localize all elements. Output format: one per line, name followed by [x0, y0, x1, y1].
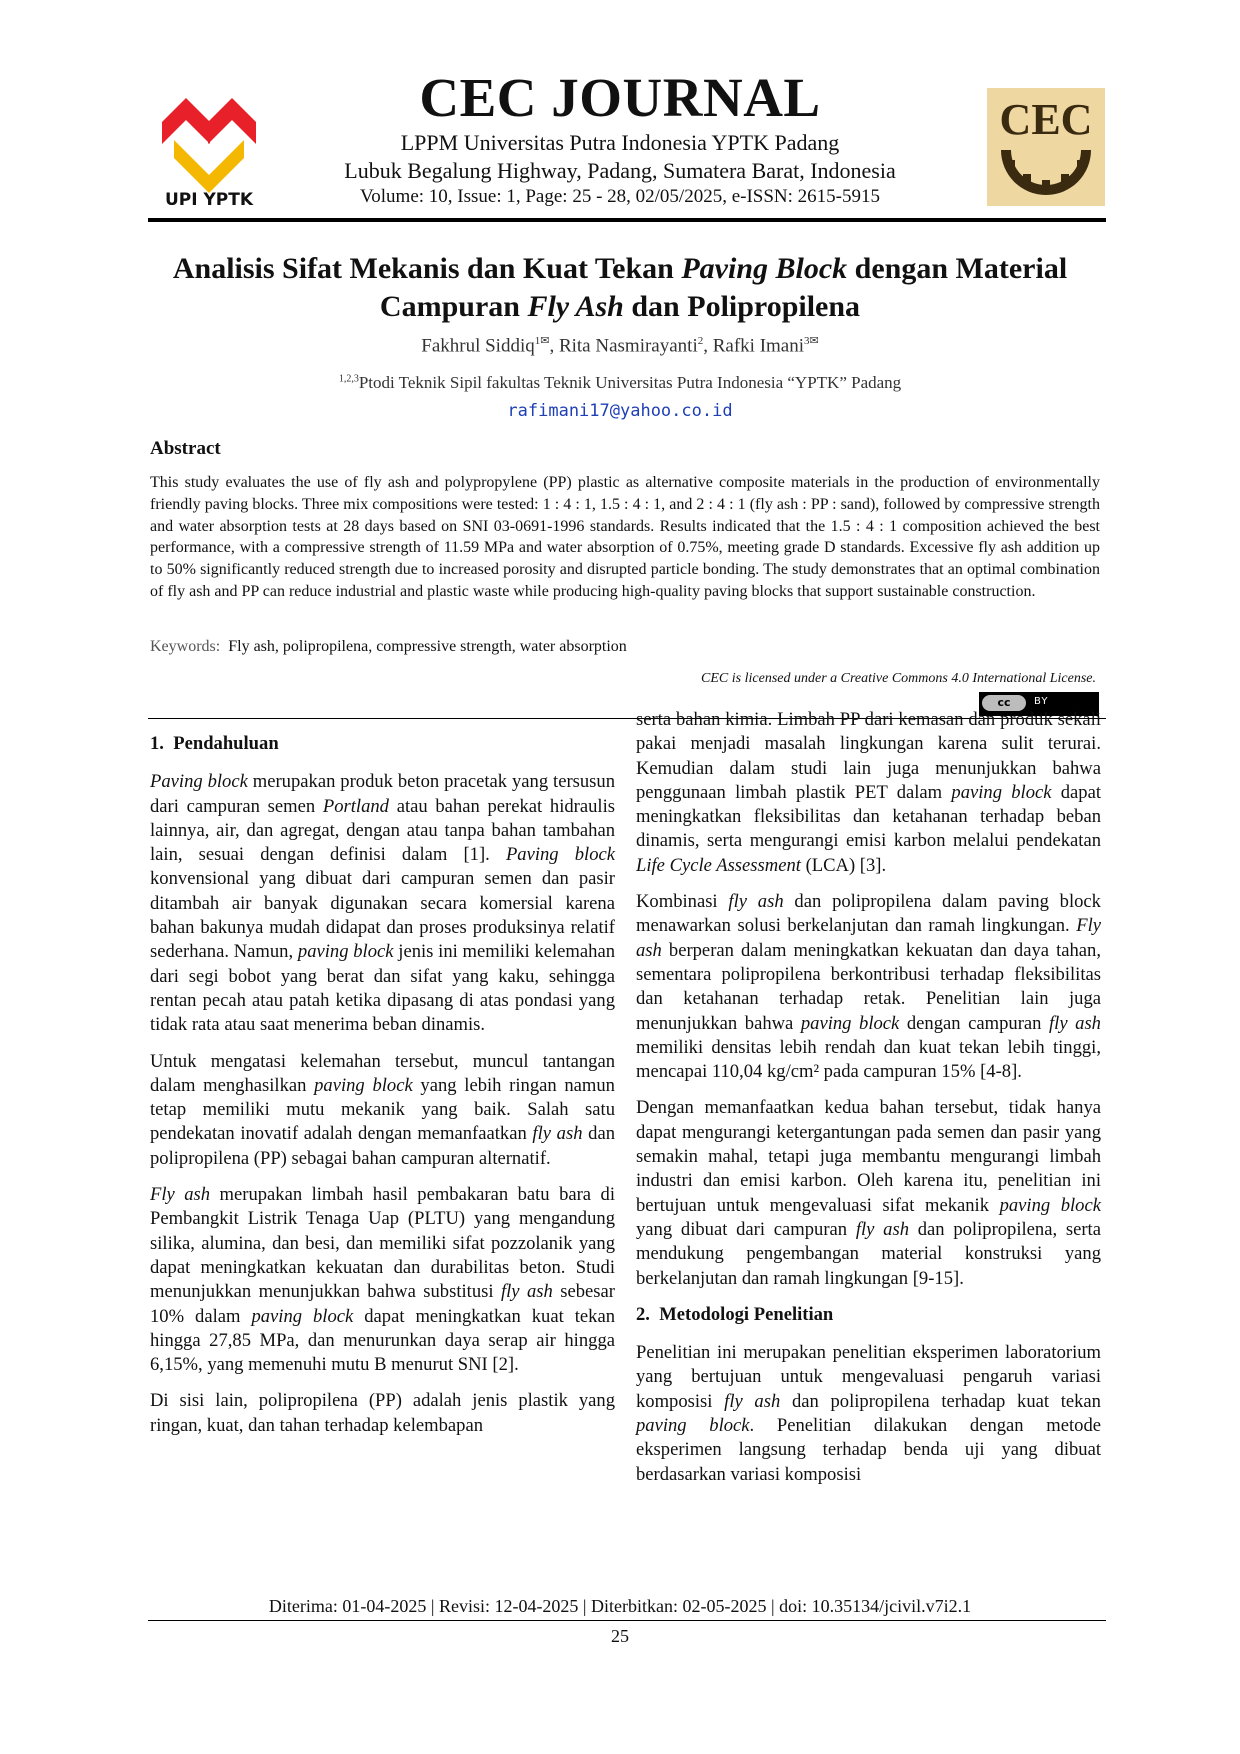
paragraph-text: dan polipropilena terhadap kuat tekan — [780, 1390, 1101, 1412]
italic-term: paving block — [251, 1305, 354, 1327]
author-3-sup: 3✉ — [804, 335, 819, 347]
left-paragraph-4 — [150, 1389, 615, 1438]
paragraph-text: konvensional yang dibuat dari campuran semen dan pasir ditambah air banyak digunakan secara komersial karena bahan bakunya mudah didapat dan proses produksinya relatif sederhana. Namun, — [150, 868, 615, 963]
italic-term: paving block — [951, 781, 1052, 803]
italic-term: paving block — [636, 1415, 750, 1437]
author-2: , Rita Nasmirayanti — [549, 335, 698, 357]
paragraph-text: dapat meningkatkan kuat tekan hingga 27,85 MPa, dan menurunkan daya serap air hingga 6,15%, yang memenuhi mutu B menurut SNI [2]. — [150, 1305, 615, 1376]
paragraph-text: dan polipropilena (PP) sebagai bahan campuran alternatif. — [150, 1123, 615, 1169]
right-column — [636, 708, 1101, 1499]
paragraph-text: merupakan produk beton pracetak yang tersusun dari campuran semen — [150, 771, 615, 817]
paragraph-text: serta bahan kimia. Limbah PP dari kemasan dan produk sekali pakai menjadi masalah lingkungan karena sulit terurai. Kemudian dalam studi lain juga menunjukkan bahwa penggunaan limbah plastik PET dalam — [636, 709, 1101, 803]
affiliation — [150, 373, 1090, 393]
paragraph-text: . Penelitian dilakukan dengan metode eksperimen langsung terhadap benda uji yang dibuat berdasarkan variasi komposisi — [636, 1415, 1101, 1485]
paper-title — [150, 250, 1090, 326]
title-text-2: dengan Material — [847, 252, 1068, 285]
italic-term: Fly ash — [150, 1184, 211, 1206]
title-text-4: dan Polipropilena — [623, 290, 861, 323]
affiliation-text: Ptodi Teknik Sipil fakultas Teknik Universitas Putra Indonesia “YPTK” Padang — [358, 373, 902, 392]
title-text-3: Campuran — [379, 290, 528, 323]
cc-by-label: BY — [1034, 696, 1049, 707]
paragraph-text: yang lebih ringan namun tetap memiliki mutu mekanik yang baik. Salah satu pendekatan inovatif adalah dengan memanfaatkan — [150, 1074, 615, 1145]
author-list — [150, 334, 1090, 357]
logo-left-label: UPI YPTK — [164, 190, 254, 210]
italic-term: Life Cycle Assessment — [636, 854, 801, 876]
paragraph-text: Dengan memanfaatkan kedua bahan tersebut, tidak hanya dapat mengurangi ketergantungan pada semen dan pasir yang semakin mahal, tetapi juga membantu mengurangi limbah industri dan emisi karbon. Oleh karena itu, penelitian ini bertujuan untuk mengevaluasi sifat mekanik — [636, 1097, 1101, 1216]
left-paragraph-2 — [150, 1050, 615, 1171]
footer-dates-doi: Diterima: 01-04-2025 | Revisi: 12-04-2025 | Diterbitkan: 02-05-2025 | doi: 10.35134/jcivil.v7i2.1 — [268, 1596, 972, 1616]
keywords-label: Keywords: — [150, 638, 221, 655]
italic-term: fly ash — [724, 1390, 781, 1412]
paragraph-text: Di sisi lain, polipropilena (PP) adalah jenis plastik yang ringan, kuat, dan tahan terhadap kelembapan — [150, 1390, 615, 1436]
journal-title: CEC JOURNAL — [419, 67, 821, 128]
paragraph-text: dapat meningkatkan fleksibilitas dan ketahanan terhadap beban dinamis, serta mengurangi emisi karbon melalui pendekatan — [636, 781, 1101, 852]
paragraph-text: berperan dalam meningkatkan kekuatan dan daya tahan, sementara polipropilena berkontribusi terhadap fleksibilitas dan ketahanan terhadap retak. Penelitian lain juga menunjukkan bahwa — [636, 939, 1101, 1034]
keywords-line — [150, 638, 1100, 656]
right-paragraph-3 — [636, 1096, 1101, 1290]
left-paragraph-1 — [150, 770, 615, 1037]
title-text-1: Analisis Sifat Mekanis dan Kuat Tekan — [172, 252, 682, 285]
paragraph-text: dan polipropilena dalam paving block menawarkan solusi berkelanjutan dan ramah lingkungan. — [636, 891, 1101, 937]
header-divider — [148, 218, 1106, 222]
paragraph-text: Untuk mengatasi kelemahan tersebut, muncul tantangan dalam menghasilkan — [150, 1050, 615, 1096]
paragraph-text: Kombinasi — [636, 891, 729, 913]
left-column — [150, 718, 615, 1450]
upi-yptk-logo — [150, 78, 268, 214]
page-number: 25 — [611, 1626, 629, 1646]
paragraph-text: Penelitian ini merupakan penelitian eksperimen laboratorium yang bertujuan untuk mengevaluasi pengaruh variasi komposisi — [636, 1342, 1101, 1412]
paragraph-text: dan polipropilena, serta mendukung pengembangan material konstruksi yang berkelanjutan dan ramah lingkungan [9-15]. — [636, 1218, 1101, 1289]
footer-divider — [148, 1620, 1106, 1621]
cc-icon: cc — [982, 695, 1026, 711]
paragraph-text: atau bahan perekat hidraulis lainnya, air, dan agregat, dengan atau tanpa bahan tambahan lain, sesuai dengan definisi dalam [1]. — [150, 795, 615, 866]
keywords-text: Fly ash, polipropilena, compressive strength, water absorption — [228, 638, 627, 655]
italic-term: Paving block — [150, 771, 248, 793]
title-italic-1: Paving Block — [681, 252, 848, 285]
italic-term: Portland — [322, 795, 389, 817]
abstract-heading: Abstract — [150, 438, 221, 459]
corresponding-email-link[interactable]: rafimani17@yahoo.co.id — [507, 401, 733, 421]
author-3: , Rafki Imani — [703, 335, 805, 357]
paragraph-text: (LCA) [3]. — [800, 854, 887, 876]
left-paragraph-3 — [150, 1183, 615, 1377]
right-paragraph-4 — [636, 1341, 1101, 1487]
paragraph-text: sebesar 10% dalam — [150, 1281, 615, 1327]
affiliation-sup: 1,2,3 — [338, 373, 359, 385]
author-2-sup: 2 — [697, 335, 704, 347]
italic-term: paving block — [314, 1074, 413, 1096]
paragraph-text: memiliki densitas lebih rendah dan kuat tekan lebih tinggi, mencapai 110,04 kg/cm² pada campuran 15% [4-8]. — [636, 1036, 1101, 1083]
cec-logo-label: CEC — [999, 95, 1093, 144]
italic-term: fly ash — [532, 1123, 583, 1145]
institution-line: LPPM Universitas Putra Indonesia YPTK Padang — [400, 130, 840, 155]
abstract-text: This study evaluates the use of fly ash and polypropylene (PP) plastic as alternative composite materials in the production of environmentally friendly paving blocks. Three mix compositions were tested: 1 : 4 : 1, 1.5 : 4 : 1, and 2 : 4 : 1 (fly ash : PP : sand), followed by compressive strength and water absorption tests at 28 days based on SNI 03-0691-1996 standards. Results indicated that the 1.5 : 4 : 1 composition achieved the best performance, with a compressive strength of 11.59 MPa and water absorption of 0.75%, meeting grade D standards. Excessive fly ash addition up to 50% significantly reduced strength due to increased porosity and disrupted particle bonding. The study demonstrates that an optimal combination of fly ash and PP can reduce industrial and plastic waste while producing high-quality paving blocks that support sustainable construction. — [150, 474, 1100, 600]
italic-term: paving block — [800, 1012, 900, 1034]
italic-term: paving block — [297, 941, 394, 963]
right-paragraph-2 — [636, 890, 1101, 1084]
italic-term: Paving block — [505, 844, 615, 866]
volume-info: Volume: 10, Issue: 1, Page: 25 - 28, 02/05/2025, e-ISSN: 2615-5915 — [359, 186, 880, 207]
paragraph-text: dengan campuran — [899, 1012, 1049, 1034]
section-2-heading: 2. Metodologi Penelitian — [636, 1303, 834, 1325]
paragraph-text: jenis ini memiliki kelemahan dari segi bobot yang berat dan sifat yang kaku, sehingga rentan pecah atau patah ketika dipasang di atas pondasi yang tidak rata atau saat menerima beban dinamis. — [150, 941, 615, 1036]
author-1: Fakhrul Siddiq — [421, 335, 535, 357]
italic-term: fly ash — [855, 1218, 909, 1240]
address-line: Lubuk Begalung Highway, Padang, Sumatera Barat, Indonesia — [344, 158, 896, 183]
author-1-sup: 1✉ — [534, 335, 550, 347]
license-link[interactable]: CEC is licensed under a Creative Commons 4.0 International License. — [701, 671, 1096, 686]
italic-term: fly ash — [1049, 1012, 1101, 1034]
italic-term: fly ash — [728, 891, 784, 913]
italic-term: Fly ash — [636, 915, 1101, 961]
paragraph-text: merupakan limbah hasil pembakaran batu bara di Pembangkit Listrik Tenaga Uap (PLTU) yang mengandung silika, alumina, dan besi, dan memiliki sifat pozzolanik yang dapat meningkatkan kekuatan dan durabilitas beton. Studi menunjukkan menunjukkan bahwa substitusi — [150, 1184, 615, 1303]
cec-logo — [987, 88, 1105, 206]
title-italic-2: Fly Ash — [527, 290, 624, 323]
paragraph-text: yang dibuat dari campuran — [636, 1218, 856, 1240]
italic-term: fly ash — [500, 1281, 553, 1303]
right-paragraph-1 — [636, 708, 1101, 878]
section-1-heading: 1. Pendahuluan — [150, 733, 279, 754]
italic-term: paving block — [999, 1194, 1101, 1216]
